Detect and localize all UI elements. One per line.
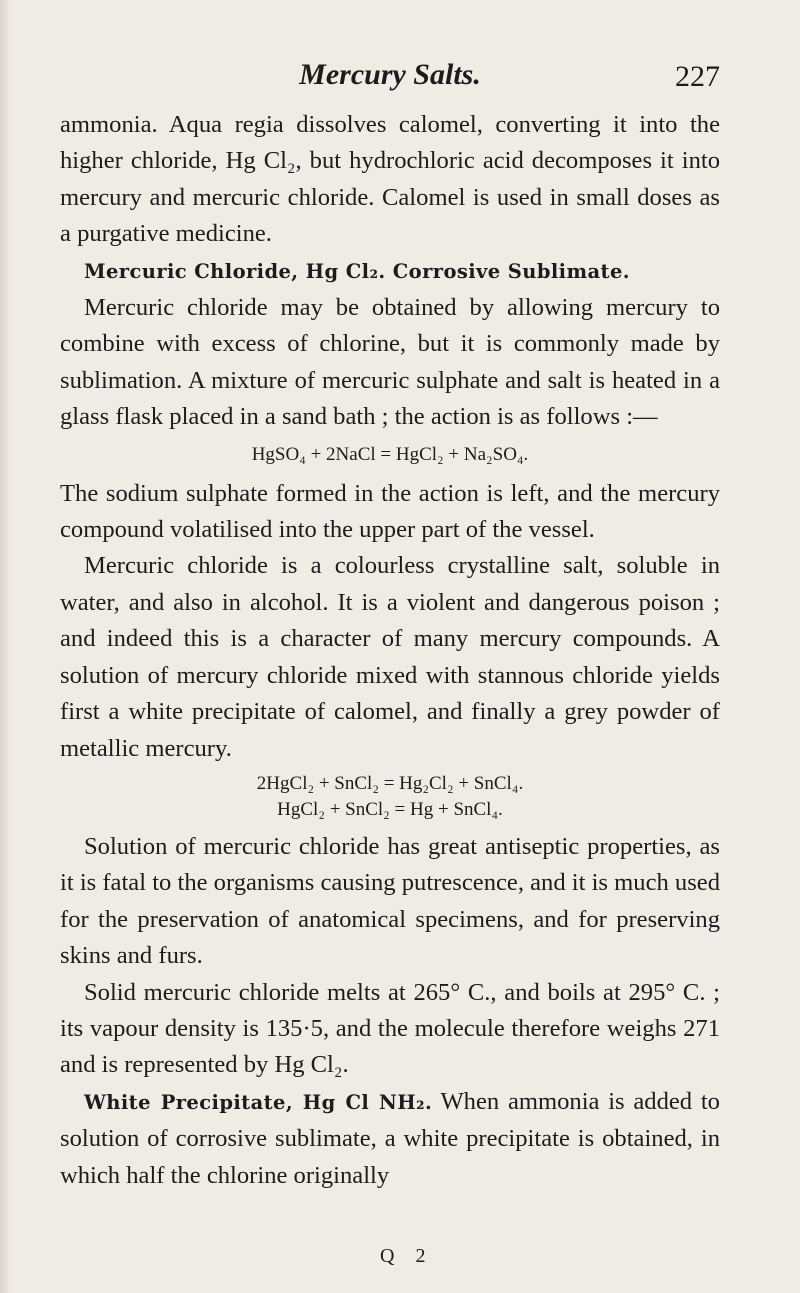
paragraph-7: [60, 1084, 720, 1194]
heading-white-precipitate: White Precipitate, Hg Cl NH₂.: [84, 1090, 433, 1114]
equation-1: HgSO₄ + 2NaCl = HgCl₂ + Na₂SO₄.: [251, 443, 529, 465]
page-header: [60, 58, 720, 98]
paragraph-4: Mercuric chloride is a colourless crystalline salt, soluble in water, and also in alcohol. It is a violent and dangerous poison ; and indeed this is a character of many mercury compounds. A solution of mercury chloride mixed with stannous chloride yields first a white precipitate of calomel, and finally a grey powder of metallic mercury.: [60, 552, 720, 762]
paragraph-2: Mercuric chloride may be obtained by allowing mercury to combine with excess of chlorine, but it is commonly made by sublimation. A mixture of mercuric sulphate and salt is heated in a glass flask placed in a sand bath ; the action is as follows :—: [60, 294, 720, 431]
section-heading-1: [60, 253, 720, 290]
signature-mark: Q 2: [380, 1245, 434, 1267]
running-title: Mercury Salts.: [299, 58, 481, 91]
paragraph-1: ammonia. Aqua regia dissolves calomel, converting it into the higher chloride, Hg Cl₂, but hydrochloric acid decomposes it into mercury and mercuric chloride. Calomel is used in small doses as a purgative medicine.: [60, 111, 720, 248]
paragraph-5: Solution of mercuric chloride has great antiseptic properties, as it is fatal to the organisms causing putrescence, and it is much used for the preservation of anatomical specimens, and for preserving skins and furs.: [60, 832, 721, 970]
page-edge-shadow: [0, 0, 14, 1293]
paragraph-3: The sodium sulphate formed in the action is left, and the mercury compound volatilised into the upper part of the vessel.: [60, 479, 720, 544]
equation-2: 2HgCl₂ + SnCl₂ = Hg₂Cl₂ + SnCl₄.: [256, 772, 524, 794]
paragraph-6: Solid mercuric chloride melts at 265° C., and boils at 295° C. ; its vapour density is 135·5, and the molecule therefore weighs 271 and is represented by Hg Cl₂.: [60, 978, 720, 1079]
paragraph-7-text: When ammonia is added to solution of corrosive sublimate, a white precipitate is obtained, in which half the chlorine originally: [60, 1087, 720, 1189]
page-number: 227: [675, 60, 720, 93]
equation-group: [60, 771, 720, 823]
body-text: [60, 107, 720, 1194]
equation-3: HgCl₂ + SnCl₂ = Hg + SnCl₄.: [277, 798, 503, 820]
heading-mercuric-chloride: Mercuric Chloride, Hg Cl₂. Corrosive Sublimate.: [84, 259, 630, 283]
